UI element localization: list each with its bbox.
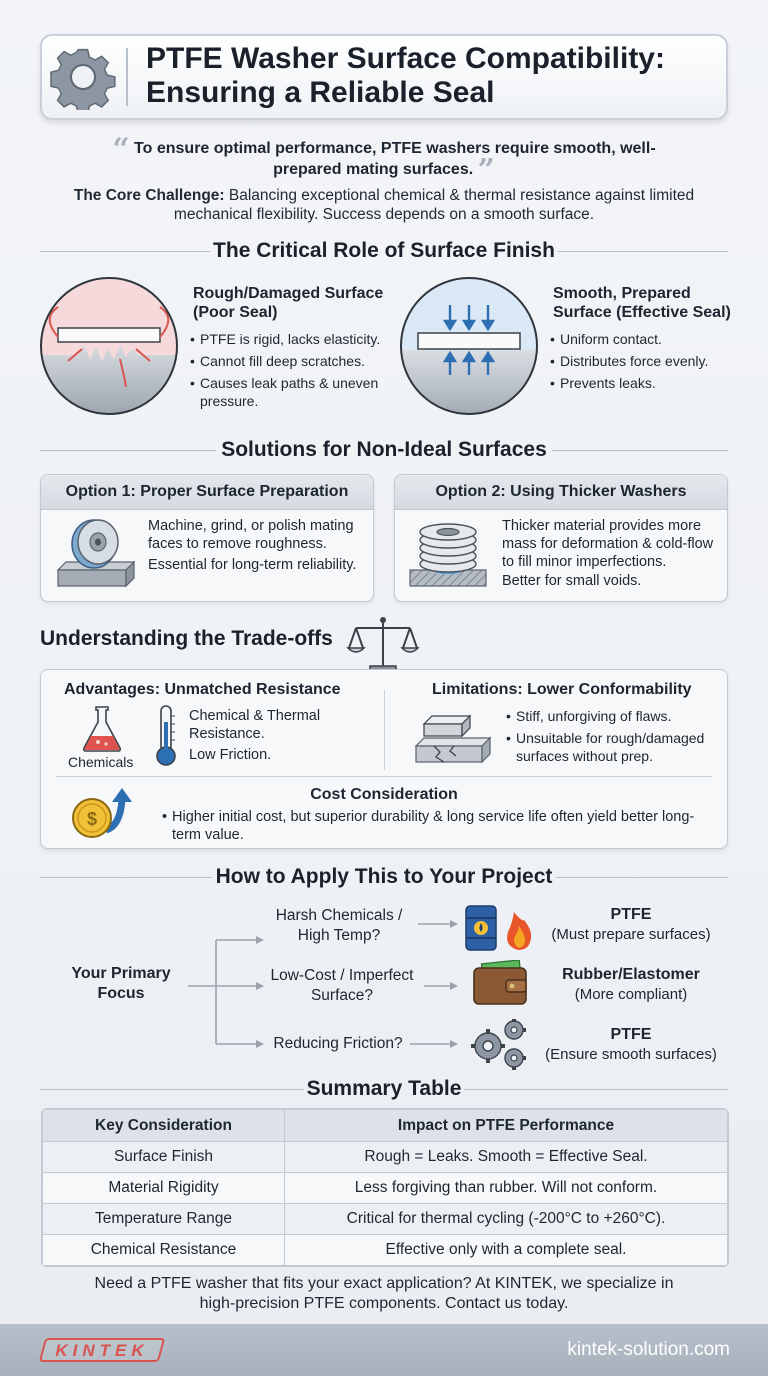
brand-logo: KINTEK [55, 1341, 149, 1360]
apply-result-3: PTFE [610, 1026, 652, 1043]
smooth-title: Smooth, Prepared Surface (Effective Seal) [553, 285, 731, 321]
table-header: Impact on PTFE Performance [285, 1110, 728, 1142]
table-row [43, 1235, 728, 1266]
apply-question-1: Harsh Chemicals / High Temp? [275, 907, 403, 944]
list-item: • Distributes force evenly. [550, 352, 750, 370]
gear-icon [50, 44, 116, 110]
solutions-title: Solutions for Non-Ideal Surfaces [221, 438, 547, 461]
apply-note-3: (Ensure smooth surfaces) [545, 1046, 717, 1063]
core-text: Balancing exceptional chemical & thermal resistance against limited mechanical flexibility. Success depends on a smooth surface. [173, 187, 695, 223]
open-quote-icon: “ [112, 132, 130, 167]
list-item: • Stiff, unforgiving of flaws. [506, 707, 722, 725]
gears-icon [468, 1018, 532, 1070]
list-item: • Unsuitable for rough/damaged surfaces without prep. [506, 729, 722, 765]
flask-icon [80, 704, 124, 754]
apply-note-2: (More compliant) [574, 986, 688, 1003]
section-rule [556, 877, 728, 878]
section-rule [40, 877, 212, 878]
apply-question-3: Reducing Friction? [273, 1035, 403, 1052]
apply-result-1: PTFE [610, 906, 652, 923]
tradeoffs-divider [384, 690, 385, 770]
tradeoffs-title: Understanding the Trade-offs [40, 627, 333, 650]
list-item: • Uniform contact. [550, 330, 750, 348]
table-cell: Critical for thermal cycling (-200°C to +260°C). [285, 1204, 728, 1235]
primary-focus-label: Your Primary Focus [71, 965, 171, 1002]
coin-arrow-icon [70, 786, 140, 842]
advantages-text2: Low Friction. [189, 747, 272, 763]
option1-title: Option 1: Proper Surface Preparation [41, 475, 373, 510]
table-row [43, 1173, 728, 1204]
wallet-icon [470, 960, 530, 1008]
page-title: PTFE Washer Surface Compatibility: Ensuring a Reliable Seal [146, 42, 665, 109]
section-rule [558, 251, 728, 252]
table-cell: Material Rigidity [43, 1173, 285, 1204]
smooth-surface-diagram [398, 275, 540, 417]
chemical-barrel-flame-icon [462, 902, 542, 954]
table-header: Key Consideration [43, 1110, 285, 1142]
apply-question-2: Low-Cost / Imperfect Surface? [270, 967, 414, 1004]
header-divider [126, 48, 128, 106]
close-quote-icon: ” [477, 153, 495, 188]
surface-finish-title: The Critical Role of Surface Finish [213, 239, 555, 262]
option2-text2: Better for small voids. [502, 573, 642, 589]
list-item: • Causes leak paths & uneven pressure. [190, 374, 400, 410]
intro-quote [100, 132, 668, 188]
limitations-bullets [506, 707, 722, 765]
cost-bullets [162, 808, 712, 844]
table-row [43, 1204, 728, 1235]
table-row [43, 1142, 728, 1173]
rough-surface-diagram [38, 275, 180, 417]
apply-result-2: Rubber/Elastomer [562, 966, 700, 983]
table-cell: Less forgiving than rubber. Will not conform. [285, 1173, 728, 1204]
table-cell: Rough = Leaks. Smooth = Effective Seal. [285, 1142, 728, 1173]
option1-text: Machine, grind, or polish mating faces to remove roughness. [148, 518, 354, 552]
balance-scale-icon [346, 614, 420, 676]
cracked-block-icon [412, 704, 492, 766]
summary-title: Summary Table [306, 1077, 462, 1100]
apply-note-1: (Must prepare surfaces) [551, 926, 711, 943]
svg-text:$: $ [86, 809, 98, 829]
core-label: The Core Challenge: [73, 187, 225, 204]
footer-url[interactable]: kintek-solution.com [567, 1339, 730, 1360]
summary-table [42, 1109, 728, 1266]
table-cell: Effective only with a complete seal. [285, 1235, 728, 1266]
table-cell: Chemical Resistance [43, 1235, 285, 1266]
section-rule [40, 450, 216, 451]
smooth-bullets [550, 330, 750, 392]
option2-title: Option 2: Using Thicker Washers [395, 475, 727, 510]
summary-table-wrap [41, 1108, 729, 1267]
list-item: • Higher initial cost, but superior durability & long service life often yield better long-term value. [162, 808, 712, 844]
apply-title: How to Apply This to Your Project [215, 865, 553, 888]
quote-text: To ensure optimal performance, PTFE washers require smooth, well-prepared mating surfaces. [134, 140, 656, 178]
section-rule [464, 1089, 728, 1090]
cta-text: Need a PTFE washer that fits your exact application? At KINTEK, we specialize in high-precision PTFE components. Contact us today. [94, 1275, 674, 1312]
section-rule [40, 251, 210, 252]
advantages-text: Chemical & Thermal Resistance. [189, 708, 321, 742]
table-header-row [43, 1110, 728, 1142]
stacked-washers-icon [406, 518, 490, 590]
limitations-title: Limitations: Lower Conformability [432, 681, 692, 698]
table-cell: Surface Finish [43, 1142, 285, 1173]
thermometer-icon [154, 704, 178, 768]
section-rule [40, 1089, 304, 1090]
advantages-title: Advantages: Unmatched Resistance [64, 681, 341, 698]
grinding-disc-icon [54, 518, 136, 590]
list-item: • Cannot fill deep scratches. [190, 352, 400, 370]
chemicals-label: Chemicals [68, 754, 134, 770]
section-rule [552, 450, 728, 451]
rough-title: Rough/Damaged Surface (Poor Seal) [193, 285, 384, 321]
core-challenge [60, 186, 708, 224]
rough-bullets [190, 330, 400, 410]
cost-title: Cost Consideration [310, 786, 458, 803]
table-cell: Temperature Range [43, 1204, 285, 1235]
option1-text2: Essential for long-term reliability. [148, 557, 357, 573]
tradeoffs-hr [56, 776, 712, 777]
list-item: • Prevents leaks. [550, 374, 750, 392]
list-item: • PTFE is rigid, lacks elasticity. [190, 330, 400, 348]
option2-text: Thicker material provides more mass for deformation & cold-flow to fill minor imperfections. [502, 518, 714, 570]
